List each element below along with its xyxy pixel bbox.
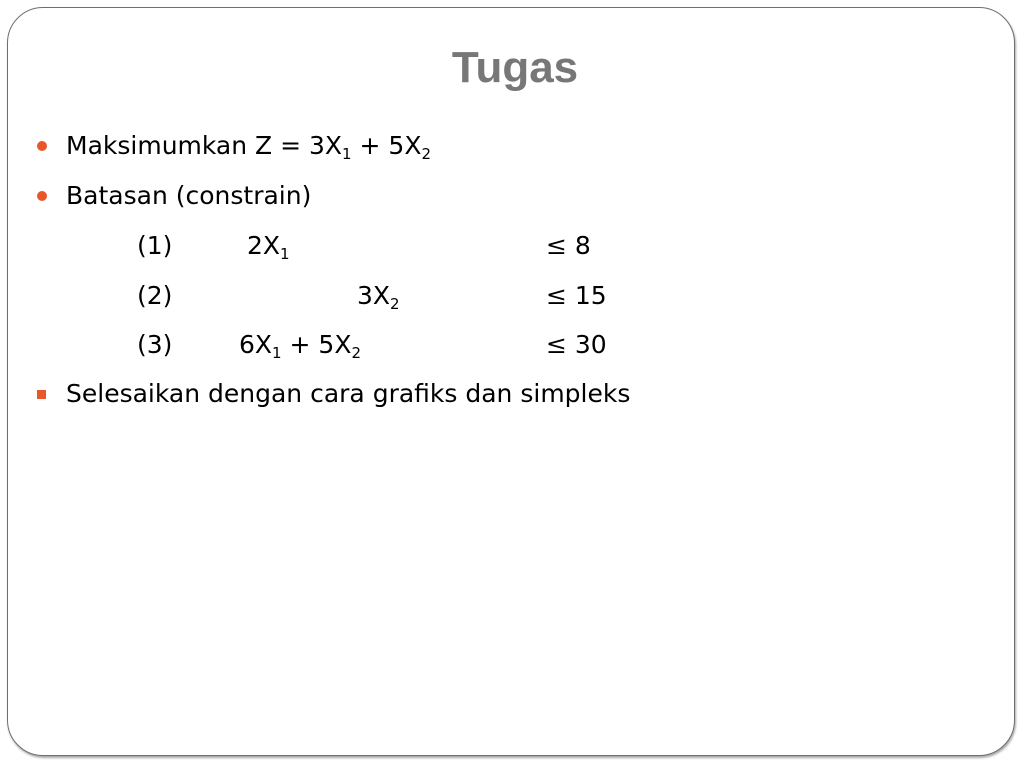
objective-sub-1: 1: [342, 145, 352, 163]
bullet-circle-icon: [37, 141, 47, 151]
constraint-3-expression: [239, 329, 361, 361]
slide-title: Tugas: [451, 43, 579, 92]
constraint-1-rhs: [546, 230, 591, 262]
constraint-1-number: (1): [137, 231, 173, 260]
constraint-1-term: 2X: [247, 231, 281, 260]
constraint-3-subscript-a: 1: [272, 344, 282, 362]
constraint-1-expression: [247, 230, 290, 262]
constraint-2-value: 15: [574, 281, 607, 310]
bullet-square-icon: [37, 390, 46, 399]
objective-sub-2: 2: [421, 145, 432, 163]
constraint-3-number: (3): [137, 330, 173, 359]
constraint-3-subscript-b: 2: [351, 344, 362, 362]
constraint-3-term-b: + 5X: [281, 330, 352, 359]
bullet-circle-icon: [37, 191, 47, 201]
constraint-3-term-a: 6X: [239, 330, 273, 359]
constraint-1-value: 8: [574, 231, 591, 260]
instruction-line: Selesaikan dengan cara grafiks dan simpleks: [66, 379, 631, 408]
constraint-2-subscript: 2: [390, 295, 400, 313]
less-equal-icon: ≤: [546, 231, 567, 260]
constraint-2-term: 3X: [357, 281, 391, 310]
less-equal-icon: ≤: [546, 281, 567, 310]
objective-label: Maksimumkan Z = 3X: [66, 131, 343, 160]
constraint-2-expression: [357, 280, 400, 312]
constraints-heading: Batasan (constrain): [66, 181, 312, 210]
objective-mid: + 5X: [351, 131, 422, 160]
objective-line: [66, 130, 431, 162]
constraint-2-number: (2): [137, 281, 173, 310]
constraint-1-subscript: 1: [280, 245, 290, 263]
constraint-3-rhs: [546, 329, 607, 361]
constraint-2-rhs: [546, 280, 607, 312]
less-equal-icon: ≤: [546, 330, 567, 359]
constraint-3-value: 30: [574, 330, 607, 359]
